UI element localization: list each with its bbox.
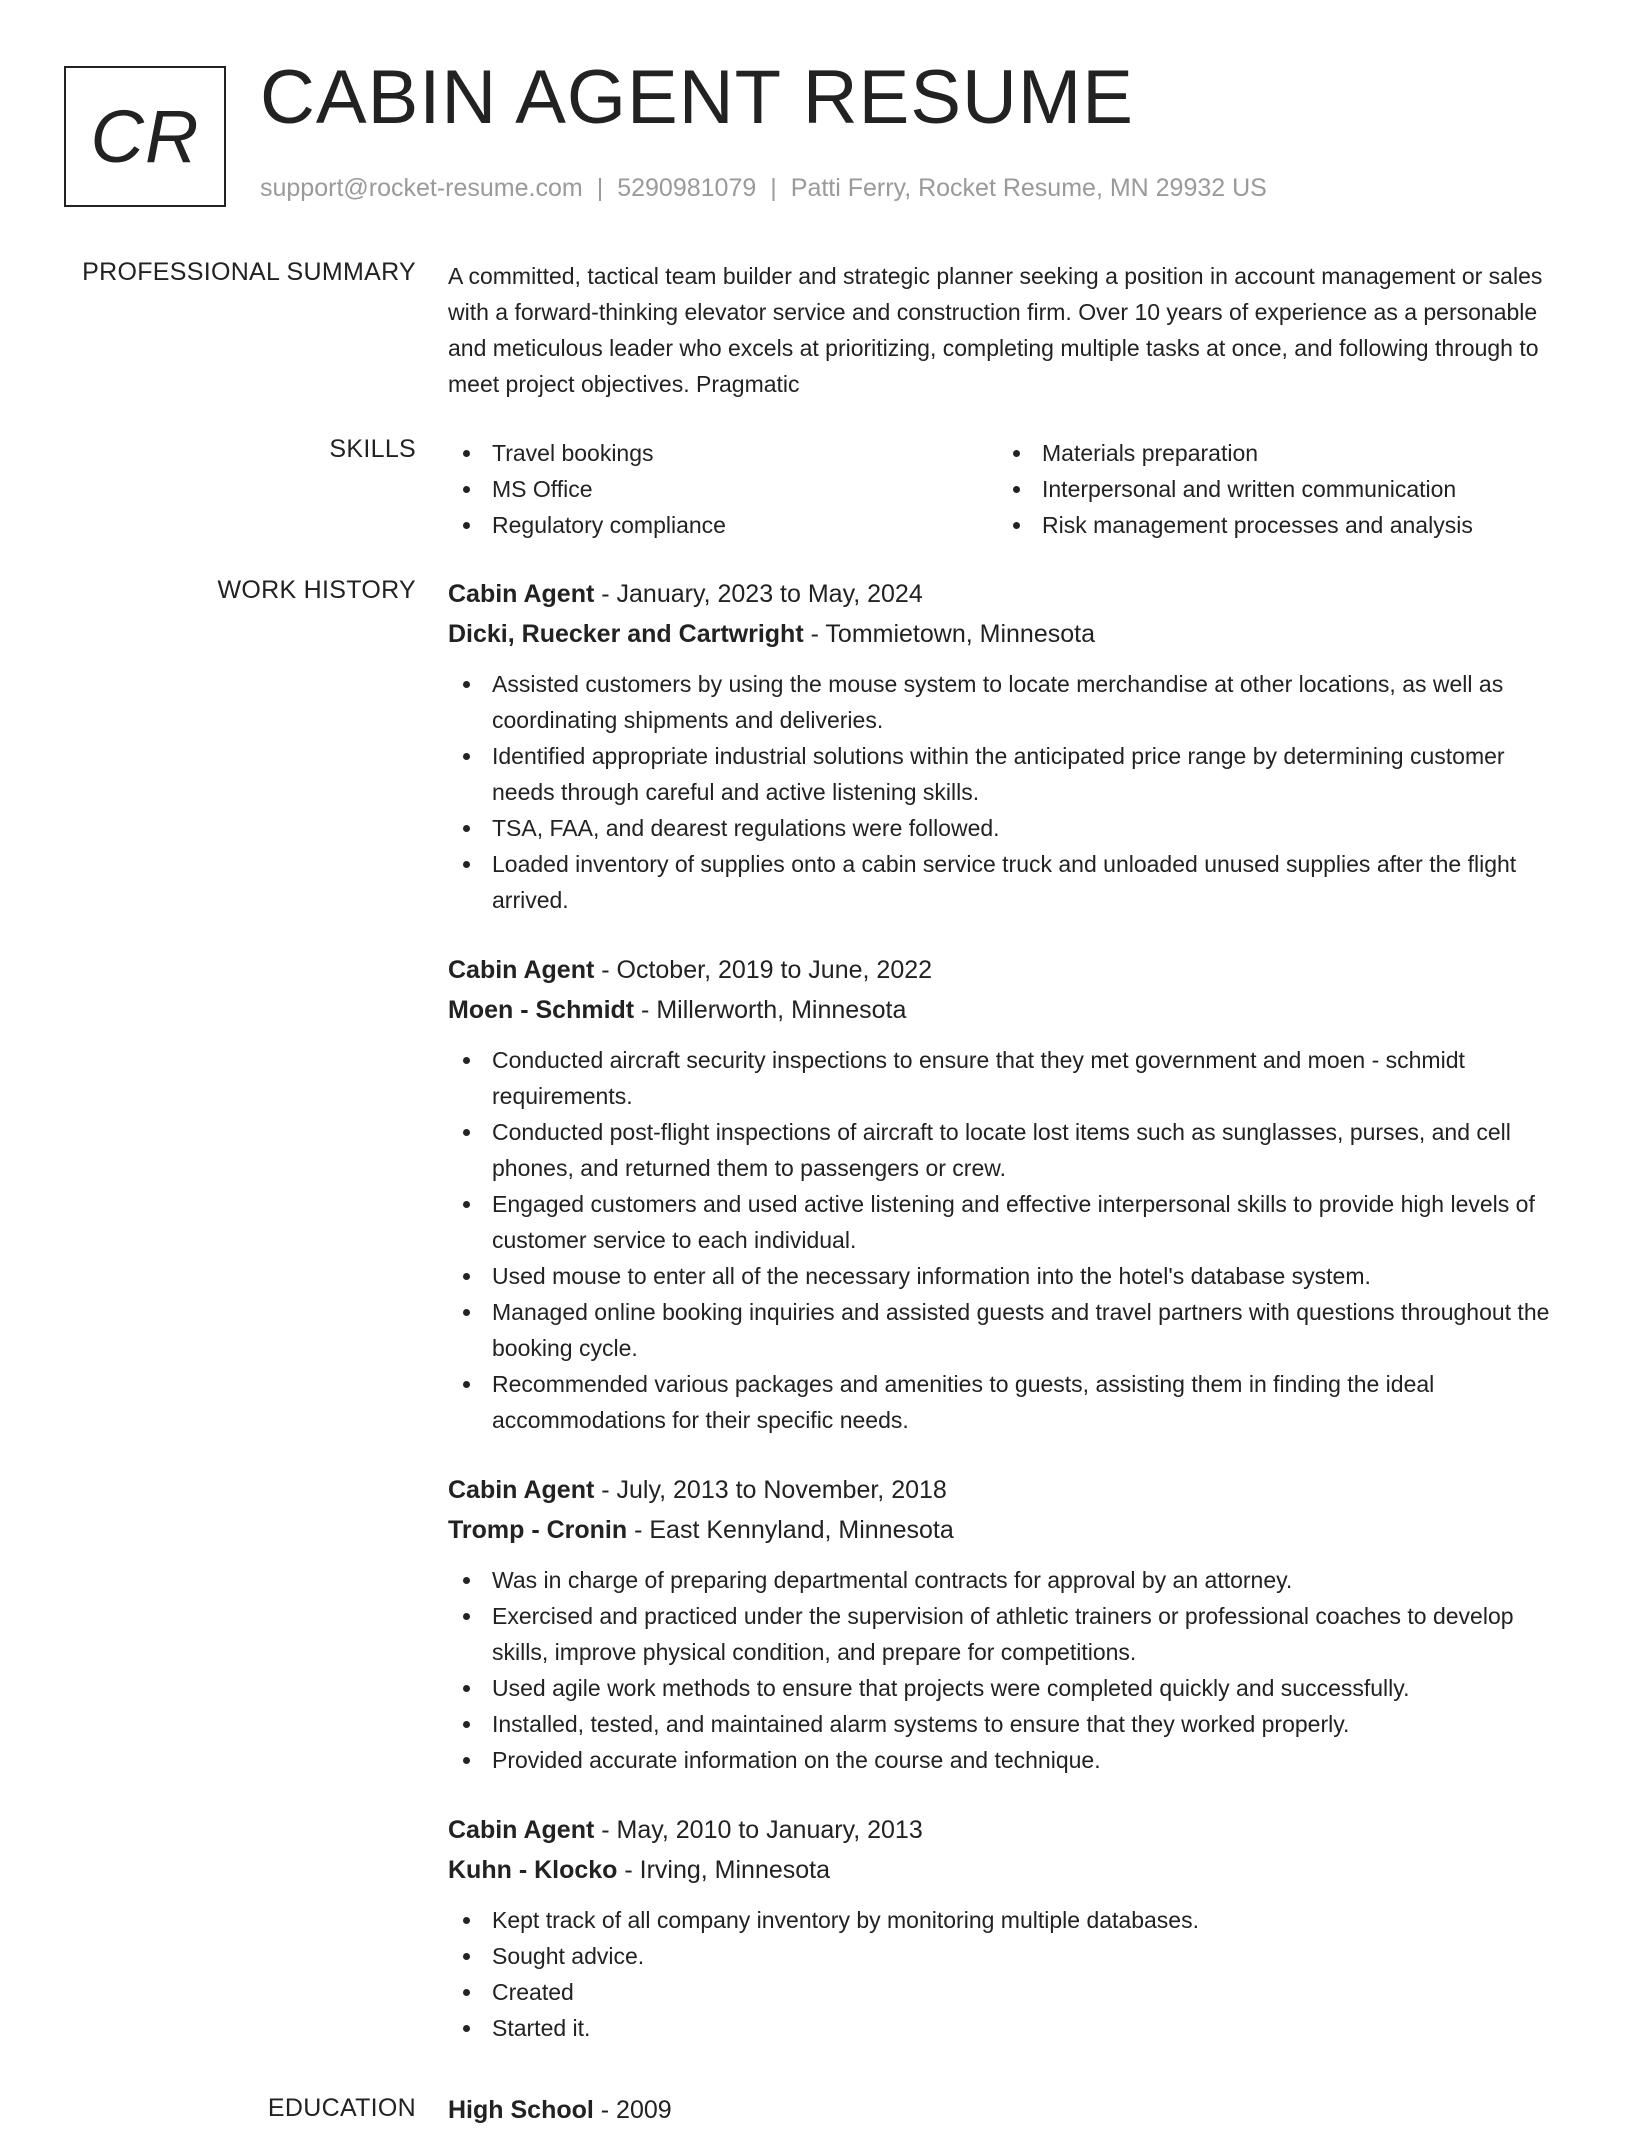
summary-heading: PROFESSIONAL SUMMARY xyxy=(82,258,416,286)
job-duty: Installed, tested, and maintained alarm systems to ensure that they worked properly. xyxy=(448,1706,1568,1742)
skill-item: Travel bookings xyxy=(448,435,998,471)
job-company-line xyxy=(448,990,1568,1030)
monogram-logo xyxy=(64,66,226,207)
job-location: - Millerworth, Minnesota xyxy=(634,996,907,1024)
job-duty: Used agile work methods to ensure that projects were completed quickly and successfully. xyxy=(448,1670,1568,1706)
contact-separator: | xyxy=(770,174,777,202)
job-company: Kuhn - Klocko xyxy=(448,1856,618,1884)
job-duty: Used mouse to enter all of the necessary information into the hotel's database system. xyxy=(448,1258,1568,1294)
skills-heading: SKILLS xyxy=(329,435,416,463)
job-title-line xyxy=(448,1810,1568,1850)
job-location: - East Kennyland, Minnesota xyxy=(627,1516,954,1544)
summary-text: A committed, tactical team builder and strategic planner seeking a position in account management or sales with a forward-thinking elevator service and construction firm. Over 10 years of experience as a personable and meticulous leader who excels at prioritizing, completing multiple tasks at once, and following through to meet project objectives. Pragmatic xyxy=(448,263,1543,397)
job-title-line xyxy=(448,574,1568,614)
work-history-heading: WORK HISTORY xyxy=(217,576,416,604)
education-heading: EDUCATION xyxy=(267,2094,416,2122)
job-title: Cabin Agent xyxy=(448,956,595,984)
job-title: Cabin Agent xyxy=(448,580,595,608)
skill-item: Risk management processes and analysis xyxy=(998,507,1548,543)
job-company-line xyxy=(448,1850,1568,1890)
job-duties-list xyxy=(448,1902,1568,2046)
job-duty: Was in charge of preparing departmental contracts for approval by an attorney. xyxy=(448,1562,1568,1598)
job-dates: - July, 2013 to November, 2018 xyxy=(594,1476,947,1504)
resume-title: CABIN AGENT RESUME xyxy=(260,55,1134,140)
job-duty: Provided accurate information on the course and technique. xyxy=(448,1742,1568,1778)
job-company: Dicki, Ruecker and Cartwright xyxy=(448,620,804,648)
job-location: - Tommietown, Minnesota xyxy=(803,620,1095,648)
job-duty: Loaded inventory of supplies onto a cabin service truck and unloaded unused supplies after the flight arrived. xyxy=(448,846,1568,918)
education-year: - 2009 xyxy=(593,2096,672,2124)
contact-phone[interactable]: 5290981079 xyxy=(617,174,757,202)
job-title-line xyxy=(448,1470,1568,1510)
summary-section xyxy=(448,258,1568,402)
job-company: Moen - Schmidt xyxy=(448,996,635,1024)
education-section xyxy=(448,2090,1568,2130)
job-duties-list xyxy=(448,1042,1568,1438)
job-duty: Created xyxy=(448,1974,1568,2010)
skills-list xyxy=(448,435,1568,543)
job-company: Tromp - Cronin xyxy=(448,1516,628,1544)
job-duty: Managed online booking inquiries and assisted guests and travel partners with questions throughout the booking cycle. xyxy=(448,1294,1568,1366)
job-dates: - May, 2010 to January, 2013 xyxy=(594,1816,923,1844)
monogram-initials: CR xyxy=(90,95,200,178)
job-duties-list xyxy=(448,1562,1568,1778)
job-duty: Sought advice. xyxy=(448,1938,1568,1974)
work-history-section xyxy=(448,574,1568,2078)
job-title: Cabin Agent xyxy=(448,1816,595,1844)
skill-item: Regulatory compliance xyxy=(448,507,998,543)
job-duty: Assisted customers by using the mouse system to locate merchandise at other locations, as well as coordinating shipments and deliveries. xyxy=(448,666,1568,738)
job-duty: Identified appropriate industrial solutions within the anticipated price range by determining customer needs through careful and active listening skills. xyxy=(448,738,1568,810)
job-duty: Conducted post-flight inspections of aircraft to locate lost items such as sunglasses, purses, and cell phones, and returned them to passengers or crew. xyxy=(448,1114,1568,1186)
contact-line xyxy=(260,174,1267,203)
skill-item: MS Office xyxy=(448,471,998,507)
job-duty: Exercised and practiced under the supervision of athletic trainers or professional coaches to develop skills, improve physical condition, and prepare for competitions. xyxy=(448,1598,1568,1670)
skill-item: Materials preparation xyxy=(998,435,1548,471)
contact-address: Patti Ferry, Rocket Resume, MN 29932 US xyxy=(790,174,1267,202)
education-degree: High School xyxy=(448,2096,594,2124)
job-title: Cabin Agent xyxy=(448,1476,595,1504)
job-dates: - January, 2023 to May, 2024 xyxy=(594,580,923,608)
job-duty: Conducted aircraft security inspections to ensure that they met government and moen - schmidt requirements. xyxy=(448,1042,1568,1114)
job-company-line xyxy=(448,614,1568,654)
job-location: - Irving, Minnesota xyxy=(617,1856,831,1884)
job-duty: Recommended various packages and amenities to guests, assisting them in finding the ideal accommodations for their specific needs. xyxy=(448,1366,1568,1438)
job-entry xyxy=(448,1810,1568,2046)
contact-email[interactable]: support@rocket-resume.com xyxy=(260,174,583,202)
skill-item: Interpersonal and written communication xyxy=(998,471,1548,507)
education-line xyxy=(448,2090,1568,2130)
job-duties-list xyxy=(448,666,1568,918)
skills-section xyxy=(448,435,1568,543)
job-duty: TSA, FAA, and dearest regulations were followed. xyxy=(448,810,1568,846)
job-duty: Started it. xyxy=(448,2010,1568,2046)
job-entry xyxy=(448,1470,1568,1778)
job-entry xyxy=(448,950,1568,1438)
job-duty: Engaged customers and used active listening and effective interpersonal skills to provide high levels of customer service to each individual. xyxy=(448,1186,1568,1258)
job-title-line xyxy=(448,950,1568,990)
job-company-line xyxy=(448,1510,1568,1550)
job-duty: Kept track of all company inventory by monitoring multiple databases. xyxy=(448,1902,1568,1938)
contact-separator: | xyxy=(596,174,604,202)
job-dates: - October, 2019 to June, 2022 xyxy=(594,956,933,984)
job-entry xyxy=(448,574,1568,918)
